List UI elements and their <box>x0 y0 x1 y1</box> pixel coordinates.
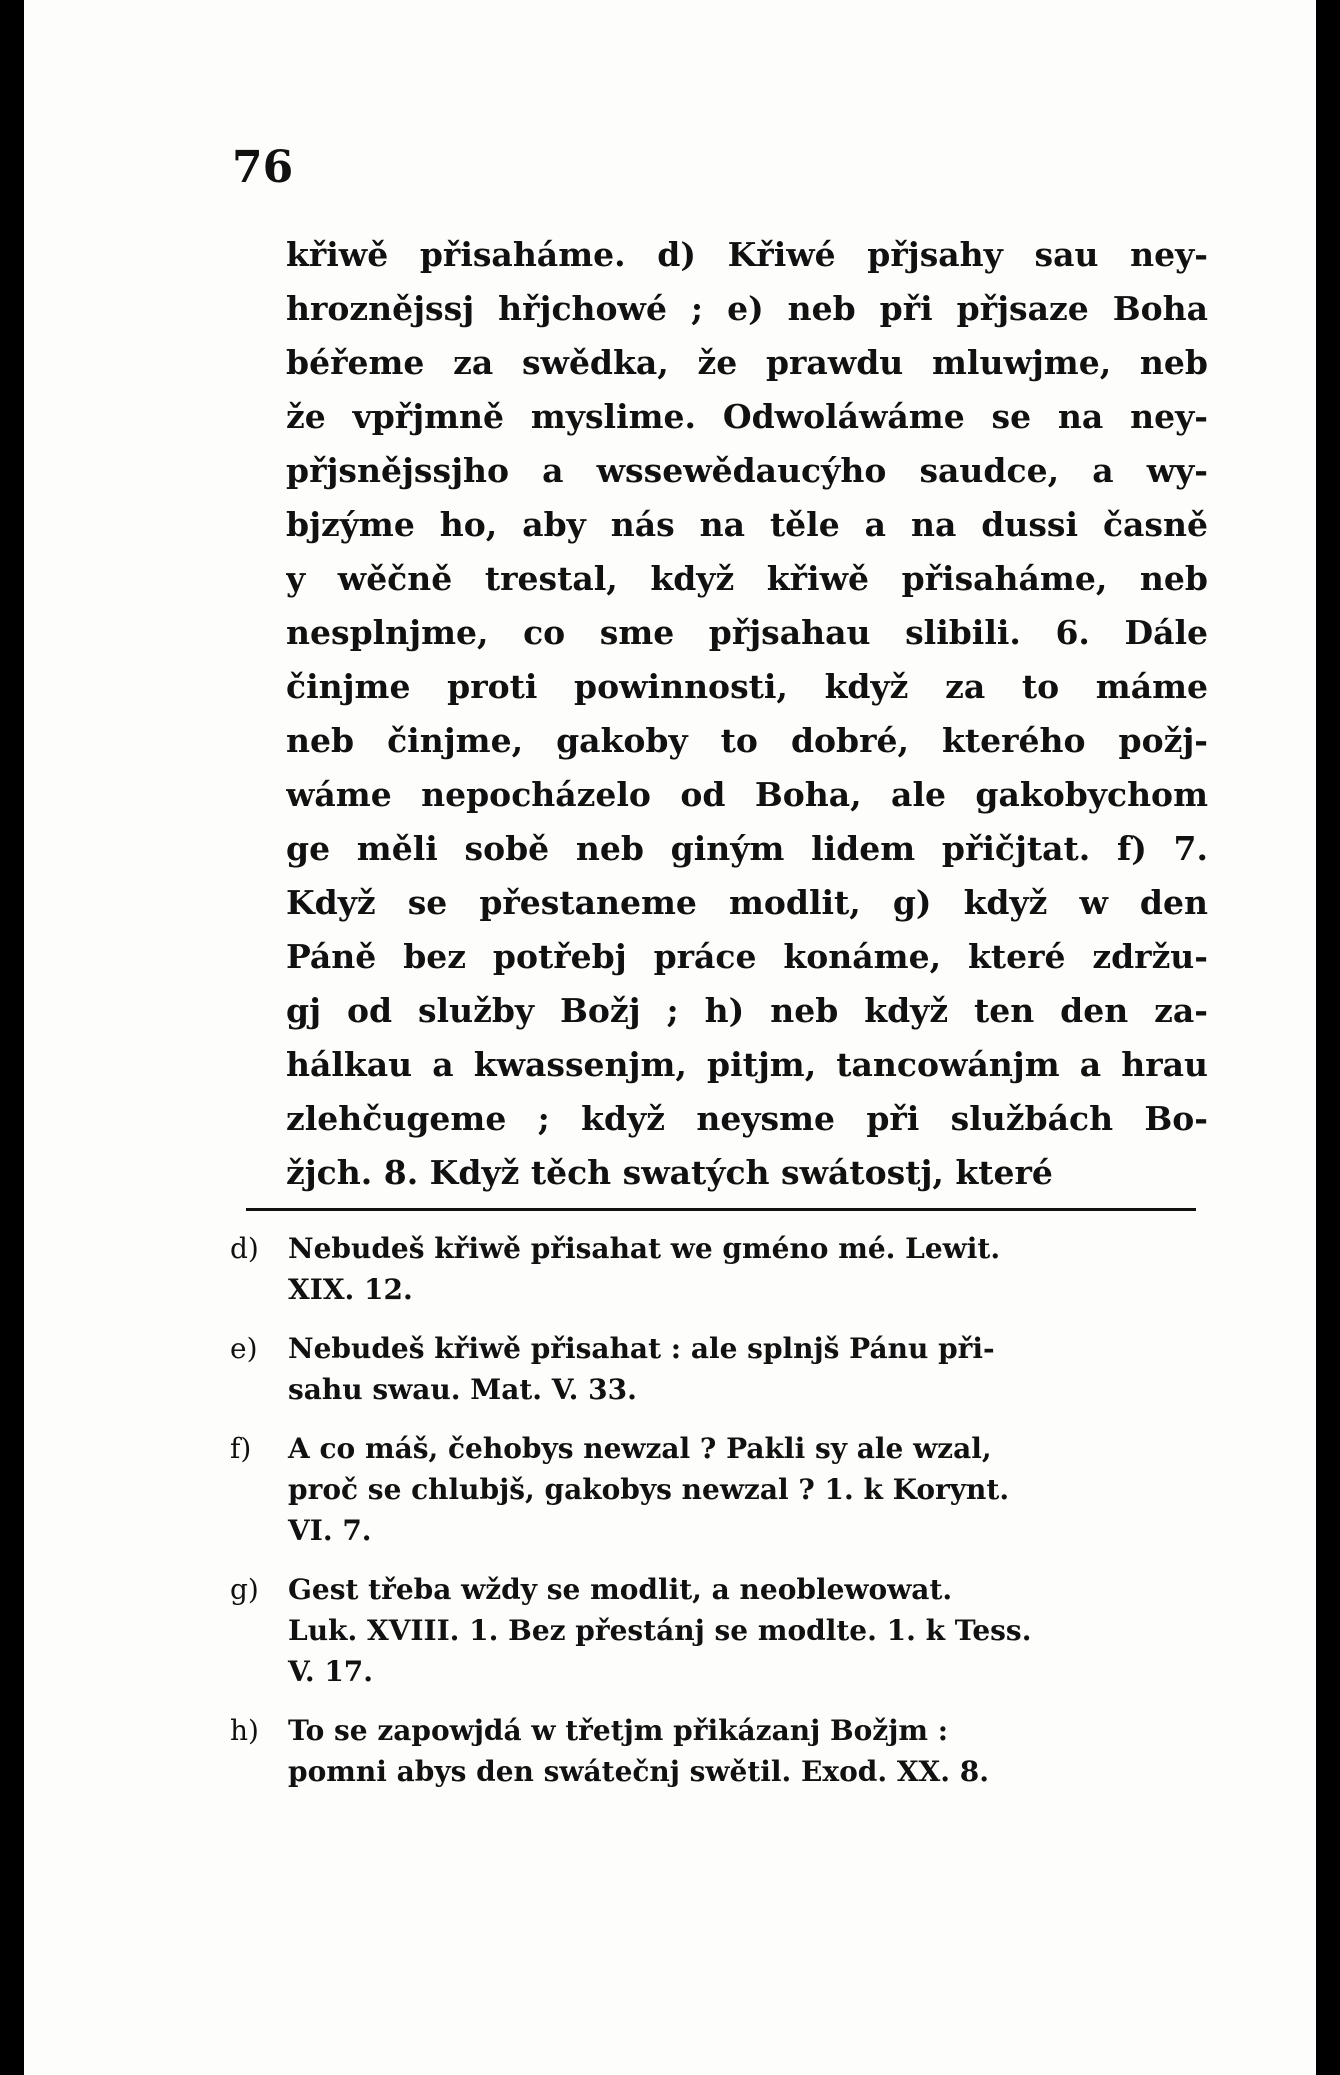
footnote-marker: g) <box>230 1573 259 1606</box>
main-text-line: Páně bez potřebj práce konáme, které zdržu- <box>286 937 1208 976</box>
footnotes <box>230 1228 1205 1810</box>
main-text-line: nesplnjme, co sme přjsahau slibili. 6. Dále <box>286 613 1208 652</box>
main-text-line: bjzýme ho, aby nás na těle a na dussi časně <box>286 505 1208 544</box>
main-text-line: žjch. 8. Když těch swatých swátostj, které <box>286 1153 1053 1192</box>
page-number: 76 <box>232 142 294 193</box>
footnote-divider <box>246 1208 1196 1211</box>
main-text-line: činjme proti powinnosti, když za to máme <box>286 667 1208 706</box>
main-text-line: zlehčugeme ; když neysme při službách Bo- <box>286 1099 1208 1138</box>
footnote-e <box>230 1328 1205 1410</box>
book-page <box>24 0 1316 2075</box>
footnote-text: XIX. 12. <box>288 1273 413 1306</box>
main-text-line: y wěčně trestal, když křiwě přisaháme, neb <box>286 559 1208 598</box>
footnote-text: To se zapowjdá w třetjm přikázanj Božjm : <box>288 1714 949 1747</box>
footnote-text: Nebudeš křiwě přisahat : ale splnjš Pánu při- <box>288 1332 995 1365</box>
footnote-d <box>230 1228 1205 1310</box>
footnote-text: Nebudeš křiwě přisahat we gméno mé. Lewit. <box>288 1232 1001 1265</box>
footnote-text: A co máš, čehobys newzal ? Pakli sy ale wzal, <box>288 1432 992 1465</box>
footnote-marker: e) <box>230 1332 258 1365</box>
footnote-marker: h) <box>230 1714 259 1747</box>
main-text-line: že vpřjmně myslime. Odwoláwáme se na ney- <box>286 397 1208 436</box>
footnote-text: pomni abys den swátečnj swětil. Exod. XX. 8. <box>288 1755 990 1788</box>
footnote-f <box>230 1428 1205 1551</box>
main-text-line: béřeme za swědka, že prawdu mluwjme, neb <box>286 343 1208 382</box>
main-text-body <box>286 228 1208 1200</box>
footnote-text: sahu swau. Mat. V. 33. <box>288 1373 637 1406</box>
main-text-line: Když se přestaneme modlit, g) když w den <box>286 883 1208 922</box>
footnote-text: proč se chlubjš, gakobys newzal ? 1. k Korynt. <box>288 1473 1010 1506</box>
main-text-line: ge měli sobě neb giným lidem přičjtat. f) 7. <box>286 829 1208 868</box>
footnote-text: V. 17. <box>288 1655 374 1688</box>
footnote-g <box>230 1569 1205 1692</box>
main-text-line: gj od služby Božj ; h) neb když ten den za- <box>286 991 1208 1030</box>
main-text-line: hroznějssj hřjchowé ; e) neb při přjsaze Boha <box>286 289 1208 328</box>
main-text-line: křiwě přisaháme. d) Křiwé přjsahy sau ney- <box>286 235 1208 274</box>
main-text-line: hálkau a kwassenjm, pitjm, tancowánjm a hrau <box>286 1045 1208 1084</box>
footnote-text: Luk. XVIII. 1. Bez přestánj se modlte. 1. k Tess. <box>288 1614 1032 1647</box>
footnote-text: Gest třeba wždy se modlit, a neoblewowat. <box>288 1573 953 1606</box>
main-text-line: neb činjme, gakoby to dobré, kterého požj- <box>286 721 1208 760</box>
footnote-h <box>230 1710 1205 1792</box>
footnote-text: VI. 7. <box>288 1514 372 1547</box>
main-text-line: přjsnějssjho a wssewědaucýho saudce, a wy- <box>286 451 1208 490</box>
footnote-marker: d) <box>230 1232 259 1265</box>
main-text-line: wáme nepocházelo od Boha, ale gakobychom <box>286 775 1208 814</box>
footnote-marker: f) <box>230 1432 252 1465</box>
